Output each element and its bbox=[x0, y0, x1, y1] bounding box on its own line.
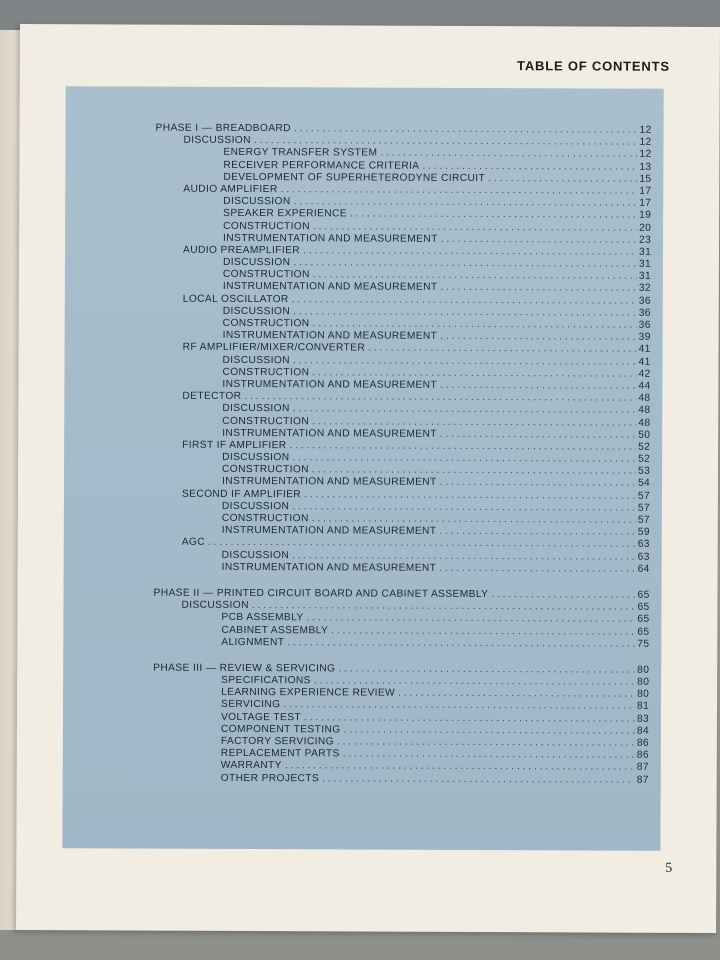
toc-entry-page: 17 bbox=[639, 185, 652, 197]
toc-entry-label: ENERGY TRANSFER SYSTEM bbox=[223, 147, 378, 159]
toc-entry-page: 81 bbox=[637, 701, 650, 713]
toc-entry-label: SPEAKER EXPERIENCE bbox=[223, 208, 348, 220]
toc-entry-page: 23 bbox=[639, 234, 652, 246]
toc-entry-label: DISCUSSION bbox=[222, 451, 290, 464]
toc-entry-label: COMPONENT TESTING bbox=[220, 723, 341, 736]
dot-leader bbox=[488, 173, 637, 186]
toc-entry-label: ALIGNMENT bbox=[221, 636, 285, 648]
toc-entry-label: CONSTRUCTION bbox=[223, 220, 311, 232]
toc-entry bbox=[64, 561, 662, 576]
dot-leader bbox=[440, 282, 636, 295]
toc-entry-page: 83 bbox=[636, 713, 650, 725]
toc-entry-page: 87 bbox=[636, 774, 649, 786]
toc-entry-label: CONSTRUCTION bbox=[222, 464, 309, 476]
toc-entry-page: 36 bbox=[638, 295, 651, 307]
toc-entry-label: INSTRUMENTATION AND MEASUREMENT bbox=[221, 561, 437, 574]
toc-entry-label: DISCUSSION bbox=[221, 500, 290, 512]
toc-entry-label: LEARNING EXPERIENCE REVIEW bbox=[221, 687, 396, 699]
toc-entry-label: RF AMPLIFIER/MIXER/CONVERTER bbox=[182, 342, 366, 354]
dot-leader bbox=[441, 234, 637, 247]
dot-leader bbox=[439, 526, 635, 539]
toc-entry-page: 57 bbox=[637, 490, 651, 502]
toc-entry-page: 64 bbox=[637, 563, 650, 575]
toc-entry-label: SECOND IF AMPLIFIER bbox=[181, 488, 302, 500]
toc-entry-page: 86 bbox=[636, 737, 650, 749]
toc-entry-label: VOLTAGE TEST bbox=[220, 711, 302, 723]
toc-entry-label: AUDIO PREAMPLIFIER bbox=[182, 244, 301, 257]
toc-entry-page: 12 bbox=[639, 124, 652, 136]
toc-entry-label: INSTRUMENTATION AND MEASUREMENT bbox=[222, 427, 437, 440]
dot-leader bbox=[368, 343, 637, 356]
dot-leader bbox=[440, 380, 636, 393]
toc-entry-label: DISCUSSION bbox=[222, 354, 290, 366]
page-title: TABLE OF CONTENTS bbox=[517, 58, 670, 74]
toc-entry-label: SPECIFICATIONS bbox=[221, 674, 311, 687]
toc-entry-label: INSTRUMENTATION AND MEASUREMENT bbox=[221, 525, 437, 538]
toc-entry-label: DISCUSSION bbox=[222, 256, 291, 269]
dot-leader bbox=[440, 477, 636, 490]
toc-entry-label: DISCUSSION bbox=[222, 403, 290, 415]
toc-entry-page: 63 bbox=[637, 551, 650, 563]
toc-entry-label: REPLACEMENT PARTS bbox=[220, 748, 340, 760]
dot-leader bbox=[491, 589, 635, 602]
toc-entry-page: 65 bbox=[637, 614, 650, 626]
toc-entry-page: 80 bbox=[637, 688, 650, 701]
toc-entry-page: 86 bbox=[636, 749, 649, 761]
toc-entry-label: LOCAL OSCILLATOR bbox=[182, 293, 289, 305]
toc-entry-label: DISCUSSION bbox=[223, 196, 291, 208]
toc-entry-page: 48 bbox=[638, 405, 651, 417]
dot-leader bbox=[439, 563, 635, 576]
dot-leader bbox=[322, 773, 635, 787]
toc-entry-page: 80 bbox=[637, 676, 650, 688]
toc-entry-page: 48 bbox=[638, 392, 651, 404]
toc-entry-page: 48 bbox=[638, 417, 651, 429]
toc-entry-page: 15 bbox=[639, 173, 652, 185]
toc-entry-label: CONSTRUCTION bbox=[222, 269, 310, 281]
toc-entry-page: 63 bbox=[637, 539, 650, 551]
toc-entry-page: 54 bbox=[637, 478, 651, 490]
toc-entry-label: CABINET ASSEMBLY bbox=[221, 624, 329, 636]
toc-entry-label: DISCUSSION bbox=[222, 305, 291, 317]
toc-entry-page: 52 bbox=[638, 453, 651, 465]
toc-entry-label: INSTRUMENTATION AND MEASUREMENT bbox=[223, 232, 438, 245]
toc-entry-page: 12 bbox=[639, 136, 652, 148]
toc-entry-page: 36 bbox=[638, 307, 651, 319]
toc-entry bbox=[63, 636, 661, 651]
toc-entry-label: WARRANTY bbox=[220, 760, 282, 772]
page-number: 5 bbox=[665, 860, 673, 876]
toc-entry-page: 41 bbox=[638, 344, 651, 356]
toc-entry-label: PHASE III — REVIEW & SERVICING bbox=[153, 662, 336, 675]
toc-entry-label: CONSTRUCTION bbox=[222, 415, 310, 427]
toc-entry-label: CONSTRUCTION bbox=[222, 317, 310, 330]
toc-entry-page: 75 bbox=[637, 638, 650, 650]
toc-entry-label: INSTRUMENTATION AND MEASUREMENT bbox=[222, 378, 438, 391]
toc-entry-page: 19 bbox=[639, 210, 652, 222]
toc-entry-page: 52 bbox=[638, 441, 651, 453]
toc-entry-page: 53 bbox=[638, 465, 651, 478]
toc-entry-page: 42 bbox=[638, 368, 651, 380]
toc-entry-label: RECEIVER PERFORMANCE CRITERIA bbox=[223, 159, 420, 172]
toc-entry-label: FIRST IF AMPLIFIER bbox=[182, 439, 287, 452]
toc-entry-label: CONSTRUCTION bbox=[222, 366, 310, 379]
toc-list bbox=[63, 122, 664, 786]
toc-entry-page: 65 bbox=[637, 626, 650, 638]
toc-entry-page: 17 bbox=[639, 197, 652, 209]
toc-entry-page: 59 bbox=[637, 526, 650, 538]
toc-entry-page: 80 bbox=[637, 664, 650, 676]
toc-entry-label: AGC bbox=[181, 537, 206, 549]
toc-entry-page: 41 bbox=[638, 356, 651, 368]
toc-entry-page: 44 bbox=[638, 380, 651, 392]
toc-entry-page: 36 bbox=[638, 319, 651, 331]
toc-entry-label: FACTORY SERVICING bbox=[220, 735, 334, 748]
toc-entry-label: PCB ASSEMBLY bbox=[221, 612, 304, 624]
toc-entry-page: 31 bbox=[638, 270, 652, 283]
toc-entry-page: 31 bbox=[638, 258, 652, 270]
toc-entry-page: 12 bbox=[639, 149, 652, 161]
dot-leader bbox=[440, 331, 636, 344]
toc-entry-page: 65 bbox=[637, 601, 650, 613]
dot-leader bbox=[287, 637, 635, 651]
dot-leader bbox=[440, 429, 636, 442]
toc-entry-label: DISCUSSION bbox=[183, 134, 251, 147]
toc-entry-label: SERVICING bbox=[221, 699, 281, 711]
toc-entry-page: 39 bbox=[638, 331, 651, 343]
toc-entry-page: 57 bbox=[637, 502, 651, 514]
document-page bbox=[16, 24, 720, 933]
toc-entry bbox=[63, 772, 661, 787]
toc-entry-label: DISCUSSION bbox=[181, 599, 249, 612]
toc-entry-label: PHASE II — PRINTED CIRCUIT BOARD AND CABINET ASSEMBLY bbox=[153, 587, 489, 600]
toc-entry-label: INSTRUMENTATION AND MEASUREMENT bbox=[222, 281, 438, 294]
toc-entry-page: 84 bbox=[636, 725, 650, 737]
toc-entry-label: INSTRUMENTATION AND MEASUREMENT bbox=[222, 330, 438, 343]
toc-entry-page: 65 bbox=[637, 589, 650, 601]
toc-entry-page: 32 bbox=[638, 283, 652, 295]
toc-entry-label: DISCUSSION bbox=[221, 549, 290, 561]
toc-entry-label: CONSTRUCTION bbox=[221, 512, 309, 525]
dot-leader bbox=[422, 160, 637, 173]
dot-leader bbox=[380, 148, 637, 161]
toc-entry-page: 31 bbox=[638, 246, 652, 258]
toc-panel bbox=[62, 86, 663, 851]
toc-entry-label: INSTRUMENTATION AND MEASUREMENT bbox=[221, 476, 437, 489]
toc-entry-label: AUDIO AMPLIFIER bbox=[183, 183, 278, 196]
toc-entry-label: DEVELOPMENT OF SUPERHETERODYNE CIRCUIT bbox=[223, 171, 486, 184]
toc-entry-page: 13 bbox=[639, 161, 652, 173]
toc-entry-page: 50 bbox=[638, 429, 651, 441]
dot-leader bbox=[398, 688, 635, 701]
toc-entry-label: OTHER PROJECTS bbox=[220, 772, 320, 784]
toc-entry-label: PHASE I — BREADBOARD bbox=[155, 122, 291, 135]
toc-entry-page: 20 bbox=[639, 222, 652, 234]
toc-entry-page: 57 bbox=[637, 514, 651, 526]
toc-entry-page: 87 bbox=[636, 762, 649, 774]
toc-entry-label: DETECTOR bbox=[182, 390, 242, 403]
